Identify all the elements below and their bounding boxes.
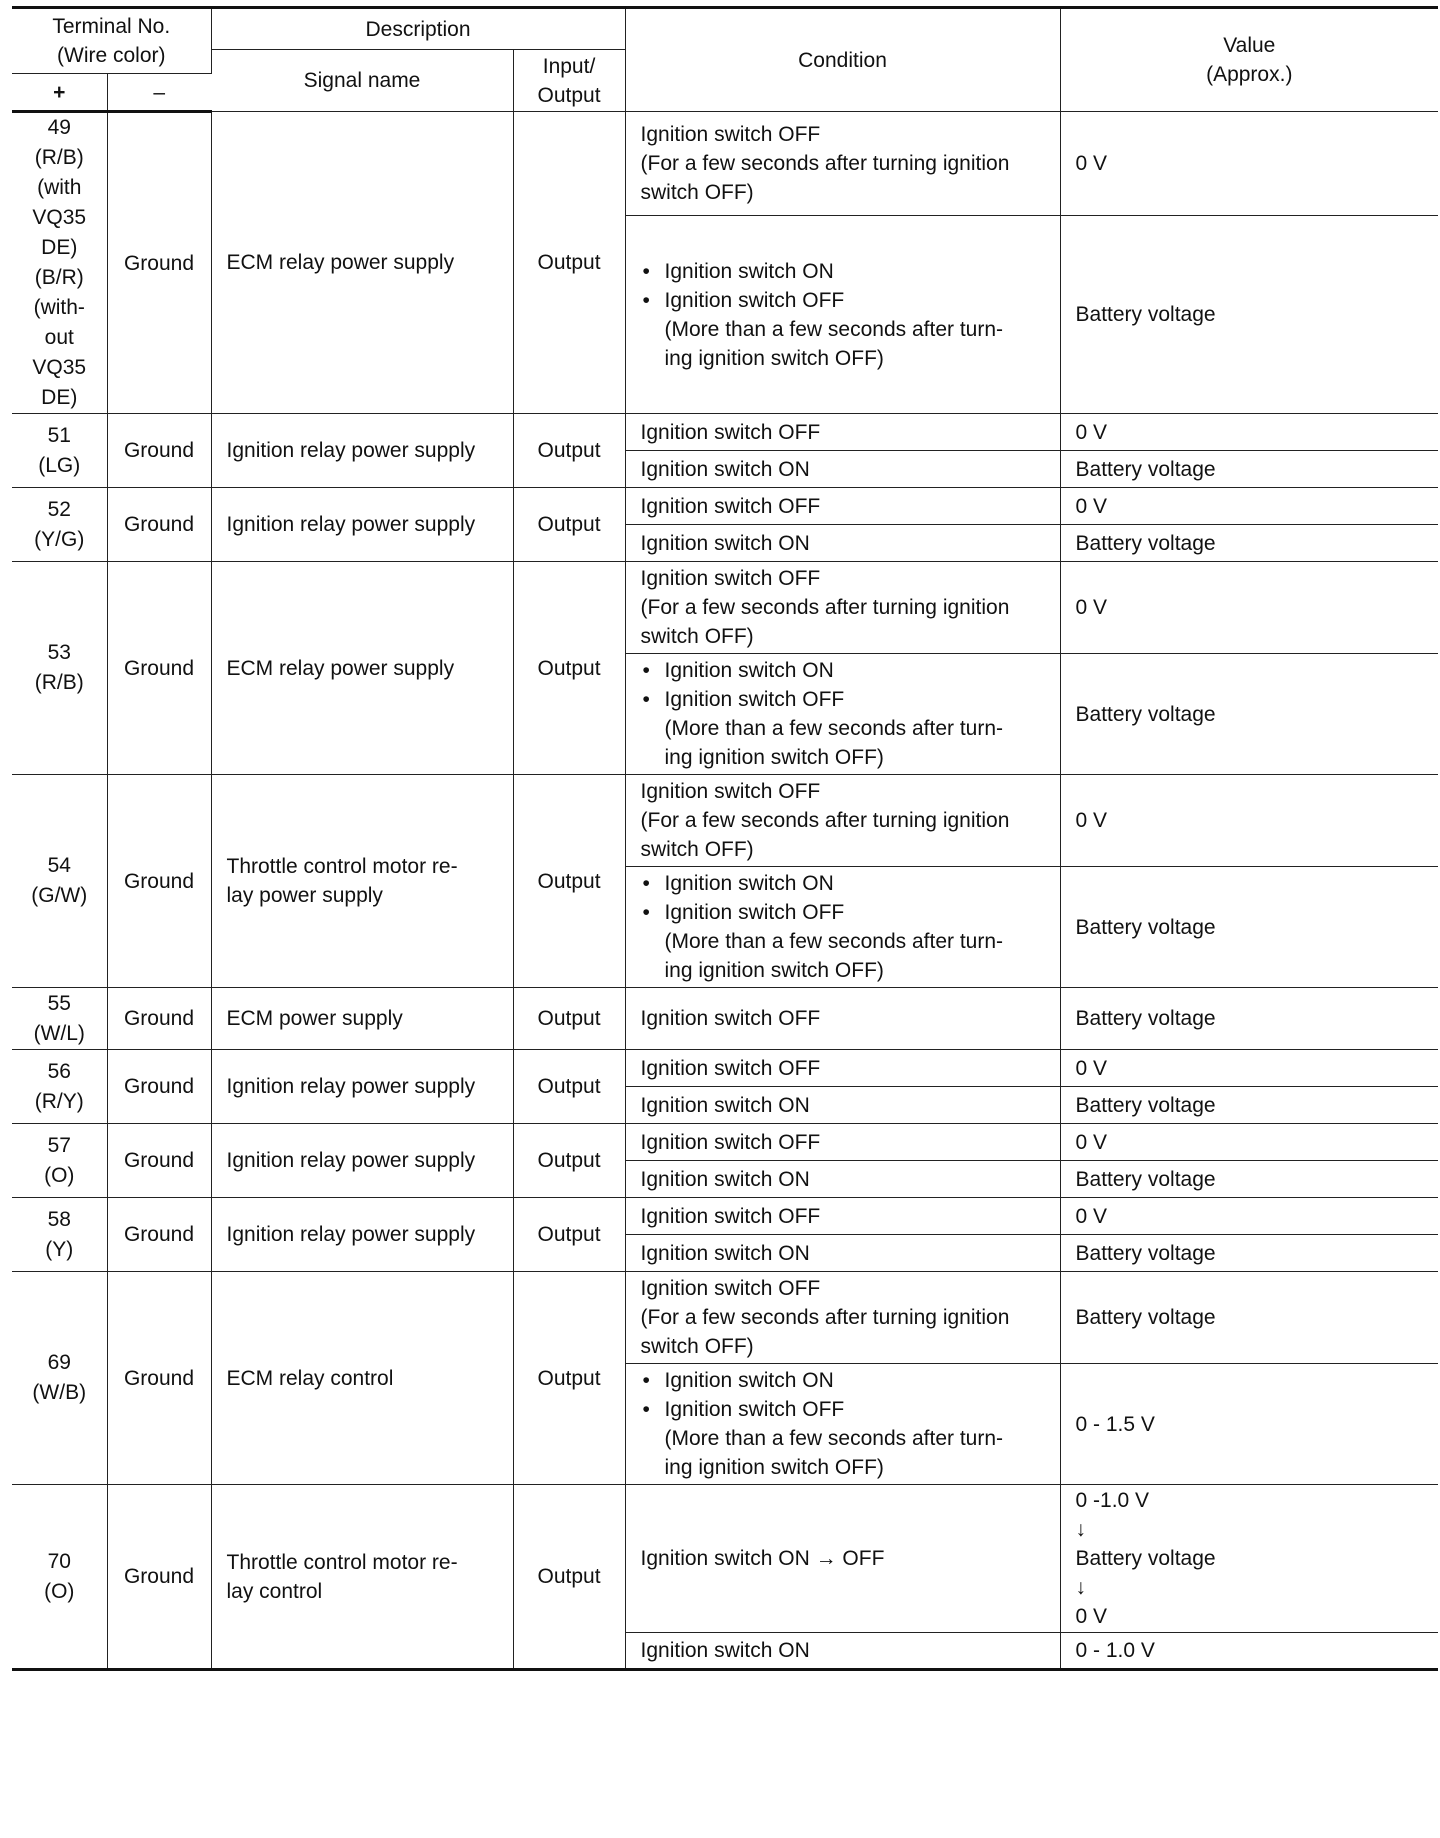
- terminal-table-page: [12, 6, 1438, 1671]
- value-cell: [1060, 216, 1438, 414]
- value-cell: [1060, 451, 1438, 488]
- condition-bullet-item: • Ignition switch ON: [641, 1366, 1050, 1395]
- terminal-line: VQ35: [32, 356, 87, 379]
- condition-bullet-list: [641, 656, 1050, 714]
- condition-line: Ignition switch ON: [640, 1167, 810, 1191]
- value-line: 0 V: [1075, 494, 1108, 518]
- value-cell: [1060, 775, 1438, 867]
- value-line: 0 V: [1075, 1056, 1108, 1080]
- value-cell: [1060, 488, 1438, 525]
- signal-name-cell: Ignition relay power supply: [211, 414, 513, 488]
- wire-color-label: (Wire color): [57, 44, 166, 67]
- terminal-line: (B/R): [34, 266, 84, 289]
- condition-bullet-item: • Ignition switch ON: [641, 656, 1050, 685]
- condition-bullet-item: • Ignition switch OFF: [641, 685, 1050, 714]
- signal-name-line: lay power supply: [226, 884, 383, 907]
- minus-cell: Ground: [107, 1198, 211, 1272]
- value-cell: [1060, 1124, 1438, 1161]
- condition-bullet-item: • Ignition switch OFF: [641, 898, 1050, 927]
- terminal-line: VQ35: [32, 206, 87, 229]
- io-cell: Output: [513, 562, 625, 775]
- value-cell: [1060, 1485, 1438, 1633]
- table-row: [12, 488, 1438, 525]
- condition-line: (For a few seconds after turning ignition: [640, 152, 1010, 176]
- value-cell: [1060, 1364, 1438, 1485]
- terminal-line: (W/B): [32, 1381, 87, 1404]
- terminal-cell: [12, 414, 107, 488]
- terminal-line: 49: [47, 116, 71, 139]
- value-header: [1060, 8, 1438, 112]
- minus-cell: Ground: [107, 1124, 211, 1198]
- condition-cell: [625, 1050, 1060, 1087]
- condition-line: Ignition switch OFF: [640, 1204, 821, 1228]
- condition-line: Ignition switch OFF: [640, 123, 821, 147]
- value-line: Battery voltage: [1075, 457, 1216, 481]
- io-cell: Output: [513, 1124, 625, 1198]
- condition-line: switch OFF): [640, 1335, 754, 1358]
- condition-note-line: ing ignition switch OFF): [664, 346, 884, 370]
- terminal-line: 53: [47, 641, 71, 664]
- terminal-line: (R/Y): [34, 1089, 84, 1113]
- terminal-line: (O): [44, 1579, 75, 1603]
- value-cell: [1060, 562, 1438, 654]
- condition-cell: [625, 1364, 1060, 1485]
- value-cell: [1060, 1161, 1438, 1198]
- terminal-line: 69: [47, 1351, 71, 1374]
- minus-cell: Ground: [107, 1485, 211, 1670]
- condition-cell: [625, 1485, 1060, 1633]
- value-line: Battery voltage: [1075, 1306, 1216, 1329]
- value-cell: [1060, 867, 1438, 988]
- condition-cell: [625, 1198, 1060, 1235]
- condition-note-line: ing ignition switch OFF): [664, 1456, 884, 1479]
- value-line: 0 V: [1075, 1204, 1108, 1228]
- signal-name-cell: Ignition relay power supply: [211, 488, 513, 562]
- signal-name-line: Throttle control motor re-: [226, 1550, 458, 1574]
- value-cell: [1060, 1198, 1438, 1235]
- terminal-cell: [12, 988, 107, 1050]
- condition-line: Ignition switch ON: [640, 1093, 810, 1117]
- io-cell: Output: [513, 1198, 625, 1272]
- table-row: [12, 1124, 1438, 1161]
- terminal-line: (LG): [38, 453, 81, 477]
- minus-cell: Ground: [107, 775, 211, 988]
- condition-cell: [625, 775, 1060, 867]
- condition-note-line: ing ignition switch OFF): [664, 746, 884, 769]
- condition-bullet-item: • Ignition switch OFF: [641, 286, 1050, 315]
- minus-cell: Ground: [107, 988, 211, 1050]
- condition-cell: [625, 525, 1060, 562]
- value-cell: [1060, 1633, 1438, 1670]
- terminal-cell: [12, 775, 107, 988]
- minus-cell: Ground: [107, 488, 211, 562]
- value-line: 0 V: [1075, 1130, 1108, 1154]
- condition-cell: [625, 1161, 1060, 1198]
- table-row: [12, 988, 1438, 1050]
- condition-cell: [625, 867, 1060, 988]
- condition-line: (For a few seconds after turning ignition: [640, 1306, 1010, 1329]
- condition-bullet-list: [641, 257, 1050, 315]
- value-line: Battery voltage: [1075, 915, 1216, 939]
- io-cell: Output: [513, 112, 625, 414]
- signal-name-cell: Ignition relay power supply: [211, 1124, 513, 1198]
- approx-label: (Approx.): [1206, 63, 1293, 86]
- condition-line: switch OFF): [640, 838, 754, 861]
- condition-line: Ignition switch OFF: [640, 494, 821, 518]
- io-cell: Output: [513, 1050, 625, 1124]
- signal-name-line: lay control: [226, 1579, 323, 1603]
- condition-line: Ignition switch ON: [640, 531, 810, 555]
- value-line: 0 - 1.5 V: [1075, 1412, 1155, 1436]
- condition-line: Ignition switch OFF: [640, 1056, 821, 1080]
- condition-cell: [625, 562, 1060, 654]
- condition-cell: [625, 414, 1060, 451]
- terminal-line: (with-: [33, 296, 85, 319]
- terminal-line: (R/B): [34, 671, 84, 694]
- condition-line: Ignition switch OFF: [640, 780, 821, 803]
- terminal-line: (R/B): [34, 146, 84, 169]
- io-cell: Output: [513, 988, 625, 1050]
- terminal-line: (Y/G): [34, 527, 85, 551]
- condition-line: Ignition switch OFF: [640, 1277, 821, 1300]
- condition-cell: [625, 216, 1060, 414]
- condition-bullet-item: • Ignition switch ON: [641, 257, 1050, 286]
- table-row: [12, 1272, 1438, 1364]
- terminal-cell: [12, 1198, 107, 1272]
- ecm-terminal-table: [12, 6, 1438, 1671]
- condition-cell: [625, 488, 1060, 525]
- value-line: 0 - 1.0 V: [1075, 1639, 1155, 1662]
- value-cell: [1060, 1272, 1438, 1364]
- condition-line: switch OFF): [640, 181, 754, 205]
- condition-line: Ignition switch ON → OFF: [640, 1547, 885, 1570]
- terminal-cell: [12, 112, 107, 414]
- input-label: Input/: [542, 54, 596, 78]
- condition-note-line: ing ignition switch OFF): [664, 959, 884, 982]
- condition-bullet-list: [641, 1366, 1050, 1424]
- signal-name-cell: Ignition relay power supply: [211, 1198, 513, 1272]
- signal-name-cell: ECM relay control: [211, 1272, 513, 1485]
- value-label: Value: [1223, 34, 1276, 57]
- table-row: [12, 775, 1438, 867]
- condition-line: Ignition switch ON: [640, 457, 810, 481]
- terminal-header: [12, 8, 211, 74]
- signal-name-cell: [211, 1485, 513, 1670]
- condition-cell: [625, 654, 1060, 775]
- terminal-line: (Y): [45, 1237, 74, 1261]
- description-header: Description: [211, 8, 625, 50]
- signal-name-cell: ECM relay power supply: [211, 562, 513, 775]
- value-line: 0 V: [1075, 596, 1108, 619]
- terminal-line: DE): [41, 236, 78, 259]
- value-cell: [1060, 112, 1438, 216]
- condition-bullet-list: [641, 869, 1050, 927]
- value-line: Battery voltage: [1075, 1547, 1216, 1570]
- value-line: Battery voltage: [1075, 1093, 1216, 1117]
- terminal-cell: [12, 1272, 107, 1485]
- condition-line: (For a few seconds after turning ignition: [640, 809, 1010, 832]
- minus-cell: Ground: [107, 112, 211, 414]
- io-header: [513, 50, 625, 112]
- condition-note-line: (More than a few seconds after turn-: [664, 930, 1004, 953]
- value-line: 0 V: [1075, 809, 1108, 832]
- value-cell: [1060, 1087, 1438, 1124]
- terminal-line: (W/L): [33, 1021, 85, 1045]
- condition-line: Ignition switch OFF: [640, 420, 821, 444]
- value-line: Battery voltage: [1075, 303, 1216, 327]
- signal-name-header: Signal name: [211, 50, 513, 112]
- terminal-line: 55: [47, 991, 71, 1015]
- io-cell: Output: [513, 775, 625, 988]
- condition-cell: [625, 988, 1060, 1050]
- terminal-cell: [12, 488, 107, 562]
- terminal-cell: [12, 1124, 107, 1198]
- condition-note-line: (More than a few seconds after turn-: [664, 317, 1004, 341]
- io-cell: Output: [513, 1272, 625, 1485]
- value-line: Battery voltage: [1075, 1167, 1216, 1191]
- io-cell: Output: [513, 1485, 625, 1670]
- signal-name-cell: ECM power supply: [211, 988, 513, 1050]
- minus-cell: Ground: [107, 562, 211, 775]
- table-row: [12, 414, 1438, 451]
- table-row: [12, 562, 1438, 654]
- signal-name-cell: ECM relay power supply: [211, 112, 513, 414]
- condition-cell: [625, 1124, 1060, 1161]
- minus-cell: Ground: [107, 1050, 211, 1124]
- terminal-line: 51: [47, 423, 71, 447]
- condition-line: Ignition switch ON: [640, 1241, 810, 1265]
- condition-line: Ignition switch OFF: [640, 1007, 821, 1030]
- condition-line: Ignition switch OFF: [640, 567, 821, 590]
- condition-bullet-item: • Ignition switch OFF: [641, 1395, 1050, 1424]
- value-line: Battery voltage: [1075, 531, 1216, 555]
- condition-cell: [625, 1087, 1060, 1124]
- value-line: 0 V: [1075, 152, 1108, 176]
- terminal-line: (O): [44, 1163, 75, 1187]
- terminal-line: 70: [47, 1549, 71, 1573]
- condition-line: (For a few seconds after turning ignition: [640, 596, 1010, 619]
- table-row: [12, 1198, 1438, 1235]
- table-row: [12, 1050, 1438, 1087]
- condition-cell: [625, 1235, 1060, 1272]
- terminal-line: 56: [47, 1059, 71, 1083]
- value-line: 0 V: [1075, 1605, 1108, 1628]
- table-row: [12, 112, 1438, 216]
- value-line: 0 V: [1075, 420, 1108, 444]
- condition-cell: [625, 1272, 1060, 1364]
- terminal-line: 52: [47, 497, 71, 521]
- condition-cell: [625, 112, 1060, 216]
- terminal-line: 58: [47, 1207, 71, 1231]
- table-header: [12, 8, 1438, 112]
- terminal-no-label: Terminal No.: [52, 15, 171, 38]
- terminal-line: (G/W): [31, 884, 88, 907]
- terminal-cell: [12, 562, 107, 775]
- condition-bullet-item: • Ignition switch ON: [641, 869, 1050, 898]
- terminal-line: out: [44, 326, 74, 349]
- minus-header: –: [107, 74, 211, 112]
- signal-name-line: Throttle control motor re-: [226, 855, 458, 878]
- arrow-down-icon: ↓: [1075, 1576, 1087, 1599]
- value-cell: [1060, 654, 1438, 775]
- io-cell: Output: [513, 414, 625, 488]
- value-line: Battery voltage: [1075, 1007, 1216, 1030]
- condition-note-line: (More than a few seconds after turn-: [664, 717, 1004, 740]
- value-cell: [1060, 988, 1438, 1050]
- output-label: Output: [537, 83, 601, 107]
- condition-header: Condition: [625, 8, 1060, 112]
- value-cell: [1060, 414, 1438, 451]
- terminal-line: DE): [41, 386, 78, 409]
- terminal-line: 57: [47, 1133, 71, 1157]
- terminal-line: 54: [47, 854, 71, 877]
- terminal-cell: [12, 1485, 107, 1670]
- plus-header: +: [12, 74, 107, 112]
- terminal-line: (with: [37, 176, 82, 199]
- condition-line: Ignition switch OFF: [640, 1130, 821, 1154]
- condition-cell: [625, 1633, 1060, 1670]
- condition-note-line: (More than a few seconds after turn-: [664, 1427, 1004, 1450]
- value-line: 0 -1.0 V: [1075, 1489, 1150, 1512]
- value-cell: [1060, 525, 1438, 562]
- io-cell: Output: [513, 488, 625, 562]
- signal-name-cell: [211, 775, 513, 988]
- condition-line: Ignition switch ON: [640, 1639, 810, 1662]
- condition-line: switch OFF): [640, 625, 754, 648]
- minus-cell: Ground: [107, 414, 211, 488]
- table-body: [12, 112, 1438, 1670]
- value-line: Battery voltage: [1075, 1241, 1216, 1265]
- value-cell: [1060, 1235, 1438, 1272]
- condition-cell: [625, 451, 1060, 488]
- arrow-down-icon: ↓: [1075, 1518, 1087, 1541]
- value-line: Battery voltage: [1075, 702, 1216, 726]
- value-cell: [1060, 1050, 1438, 1087]
- signal-name-cell: Ignition relay power supply: [211, 1050, 513, 1124]
- terminal-cell: [12, 1050, 107, 1124]
- minus-cell: Ground: [107, 1272, 211, 1485]
- table-row: [12, 1485, 1438, 1633]
